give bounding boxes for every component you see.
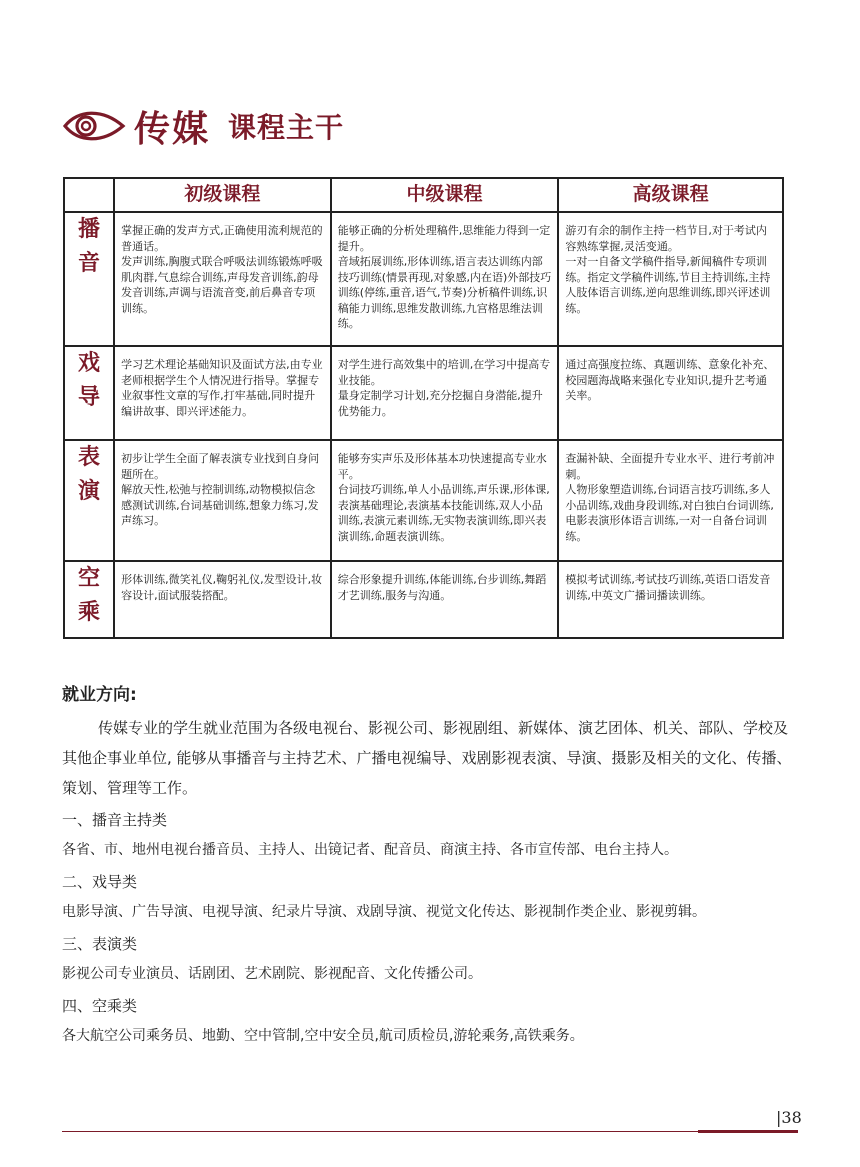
category-char: 播 xyxy=(78,217,101,242)
footer-divider xyxy=(62,1131,698,1132)
table-row xyxy=(64,440,783,561)
course-text: 查漏补缺、全面提升专业水平、进行考前冲刺。 xyxy=(565,452,775,481)
table-row xyxy=(64,212,783,346)
corner-cell xyxy=(64,178,114,212)
course-text: 发声训练,胸腹式联合呼吸法训练锻炼呼吸肌肉群,气息综合训练,声母发音训练,韵母发音训练,声调与语流音变,前后鼻音专项训练。 xyxy=(121,255,323,315)
course-text: 一对一自备文学稿件指导,新闻稿件专项训练。指定文学稿件训练,节目主持训练,主持人肢体语言训练,逆向思维训练,即兴评述训练。 xyxy=(565,255,771,315)
employment-category-title: 三、表演类 xyxy=(62,935,138,953)
beginner-cell xyxy=(114,561,331,638)
employment-category xyxy=(62,991,792,1051)
course-text: 初步让学生全面了解表演专业找到自身问题所在。 xyxy=(121,452,320,481)
category-flight-attendant xyxy=(64,561,114,638)
table-row xyxy=(64,561,783,638)
employment-category-title: 一、播音主持类 xyxy=(62,811,168,829)
page-header xyxy=(62,98,344,154)
category-char: 戏 xyxy=(78,351,101,376)
course-text: 音域拓展训练,形体训练,语言表达训练内部技巧训练(情景再现,对象感,内在语)外部技巧训练(停练,重音,语气,节奏)分析稿件训练,识稿能力训练,思维发散训练,九宫格思维法训练。 xyxy=(337,255,552,330)
category-char: 音 xyxy=(78,251,101,276)
beginner-cell xyxy=(114,440,331,561)
employment-category xyxy=(62,805,792,865)
category-acting xyxy=(64,440,114,561)
course-text: 人物形象塑造训练,台词语言技巧训练,多人小品训练,戏曲身段训练,对白独白台词训练,电影表演形体语言训练,一对一自备台词训练。 xyxy=(565,483,774,543)
category-char: 演 xyxy=(78,479,101,504)
course-text: 掌握正确的发声方式,正确使用流利规范的普通话。 xyxy=(121,224,323,253)
category-char: 表 xyxy=(78,445,101,470)
course-text: 形体训练,微笑礼仪,鞠躬礼仪,发型设计,妆容设计,面试服装搭配。 xyxy=(121,573,323,602)
course-text: 模拟考试训练,考试技巧训练,英语口语发音训练,中英文广播词播读训练。 xyxy=(565,573,771,602)
advanced-cell xyxy=(558,561,783,638)
course-text: 综合形象提升训练,体能训练,台步训练,舞蹈才艺训练,服务与沟通。 xyxy=(337,573,547,602)
curriculum-table xyxy=(63,177,784,639)
course-text: 对学生进行高效集中的培训,在学习中提高专业技能。 xyxy=(337,358,551,387)
course-text: 学习艺术理论基础知识及面试方法,由专业老师根据学生个人情况进行指导。掌握专业叙事性文章的写作,打牢基础,同时提升编讲故事、即兴评述能力。 xyxy=(121,358,323,418)
course-text: 能够正确的分析处理稿件,思维能力得到一定提升。 xyxy=(337,224,551,253)
course-text: 通过高强度拉练、真题训练、意象化补充、校园题海战略来强化专业知识,提升艺考通关率。 xyxy=(565,358,775,402)
employment-category xyxy=(62,867,792,927)
course-text: 能够夯实声乐及形体基本功快速提高专业水平。 xyxy=(337,452,547,481)
page-number-value: 38 xyxy=(781,1108,802,1127)
intermediate-cell xyxy=(331,346,559,440)
intermediate-cell xyxy=(331,212,559,346)
advanced-cell xyxy=(558,212,783,346)
intermediate-cell xyxy=(331,440,559,561)
advanced-cell xyxy=(558,440,783,561)
advanced-cell xyxy=(558,346,783,440)
category-char: 乘 xyxy=(78,600,101,625)
level-header-intermediate: 中级课程 xyxy=(331,178,559,212)
beginner-cell xyxy=(114,212,331,346)
category-broadcasting xyxy=(64,212,114,346)
beginner-cell xyxy=(114,346,331,440)
employment-category-jobs: 电影导演、广告导演、电视导演、纪录片导演、戏剧导演、视觉文化传达、影视制作类企业、影视剪辑。 xyxy=(62,904,706,920)
employment-category-jobs: 影视公司专业演员、话剧团、艺术剧院、影视配音、文化传播公司。 xyxy=(62,966,482,982)
employment-category xyxy=(62,929,792,989)
page-number: |38 xyxy=(776,1108,802,1127)
course-text: 量身定制学习计划,充分挖掘自身潜能,提升优势能力。 xyxy=(337,389,543,418)
category-char: 导 xyxy=(78,385,101,410)
course-text: 解放天性,松弛与控制训练,动物模拟信念感测试训练,台词基础训练,想象力练习,发声练习。 xyxy=(121,483,319,527)
employment-section xyxy=(62,680,792,1053)
page-subtitle: 课程主干 xyxy=(228,111,345,144)
level-header-advanced: 高级课程 xyxy=(558,178,783,212)
course-text: 游刃有余的制作主持一档节目,对于考试内容熟练掌握,灵活变通。 xyxy=(565,224,767,253)
intermediate-cell xyxy=(331,561,559,638)
employment-category-jobs: 各省、市、地州电视台播音员、主持人、出镜记者、配音员、商演主持、各市宣传部、电台主持人。 xyxy=(62,842,678,858)
employment-intro: 传媒专业的学生就业范围为各级电视台、影视公司、影视剧组、新媒体、演艺团体、机关、部队、学校及其他企事业单位, 能够从事播音与主持艺术、广播电视编导、戏剧影视表演、导演、摄影及相关的文化、传播、策划、管理等工作。 xyxy=(62,719,792,797)
employment-heading: 就业方向: xyxy=(62,685,137,705)
employment-category-title: 四、空乘类 xyxy=(62,997,138,1015)
footer-divider-accent xyxy=(698,1130,798,1133)
course-text: 台词技巧训练,单人小品训练,声乐课,形体课,表演基础理论,表演基本技能训练,双人小品训练,表演元素训练,无实物表演训练,即兴表演训练,命题表演训练。 xyxy=(337,483,550,543)
category-directing xyxy=(64,346,114,440)
table-row xyxy=(64,346,783,440)
employment-category-title: 二、戏导类 xyxy=(62,873,138,891)
table-header-row xyxy=(64,178,783,212)
page-title: 传媒 xyxy=(134,108,211,150)
eye-icon xyxy=(62,104,126,148)
category-char: 空 xyxy=(78,566,101,591)
level-header-beginner: 初级课程 xyxy=(114,178,331,212)
employment-category-jobs: 各大航空公司乘务员、地勤、空中管制,空中安全员,航司质检员,游轮乘务,高铁乘务。 xyxy=(62,1028,584,1044)
